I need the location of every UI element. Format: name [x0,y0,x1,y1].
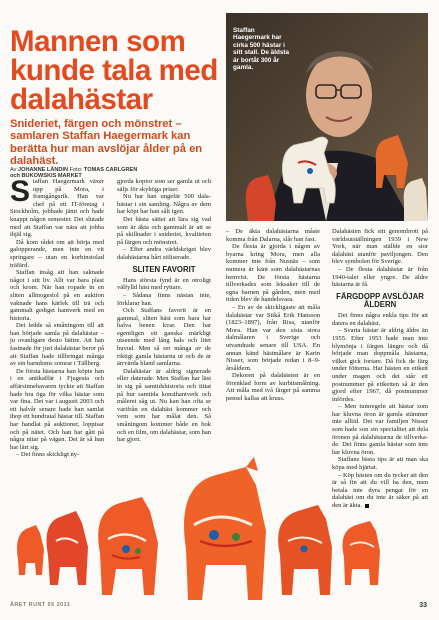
paragraph: – Svarta hästar är aldrig äldre än 1955. Efter 1953 hade man inte blymönja i färgen längre och då började man doppmåla hästarna, vilket gick fortare. Då fick de färg under fötterna. Har hästen en etikett under magen och det står ett postnummer på etiketten så är den gjord efter 1967, då postnummer infördes. [332,327,428,403]
paragraph: gjorda kopior som ser gamla ut och säljs för skyhöga priser. [117,178,211,193]
dala-horse [47,511,89,585]
photo-caption: Staffan Haegermark har cirka 500 hästar i sitt stall. De äldsta är bortåt 300 år gamla. [233,27,290,72]
paragraph: – Sådana finns nästan inte, förklarar han. [117,291,211,307]
dala-horse [184,457,266,600]
paragraph: De flesta är gjorda i någon av byarna kring Mora, men alla kommer inte från Nusnäs – som numera är känt som dalahästarnas hemvist. De första hästarna tillverkades som leksaker till de egna barnen på gården, men med tiden blev de handelsvara. [226,243,320,304]
subheading: FÄRGDOPP AVSLÖJAR ÅLDERN [336,291,424,309]
issue-footer: ÅRET RUNT 05 2011 [10,602,71,608]
page-number: 33 [419,602,427,609]
paragraph: Staffans bästa tips är att man ska köpa med hjärtat. [332,456,428,472]
paragraph: – Efter andra världskriget blev dalahästarna hårt stiliserade. [117,246,211,261]
paragraph: – Det finns skickligt ny- [16,451,80,459]
paragraph: Hans största fynd är en otroligt välfylld häst med ryttare. [117,276,211,292]
dala-horse [98,497,158,595]
paragraph-text: – Köp hästen om du tycker att den är så fin att du vill ha den, men betala inte dyra pengar för en dalahäst om du inte är säker på att den är äkta. [332,471,428,509]
paragraph: Det ledde så småningom till att han började samla på dalahästar – ju ovanligare desto bättre. Att han fastnade för just dalahästar beror på att Staffan hade tillbringat många av sin barndoms somrar i Tällberg. [10,322,104,368]
paragraph: Dekoren på dalahästen är en förenklad form av kurbitsmålning. Att måla med två färger på samma pensel kallas att kruss. [226,372,320,403]
byline-prefix: Av [10,167,17,173]
text-column-3 [226,228,320,403]
paragraph: – Men tumregeln att hästar som har kluvna öron är gamla stämmer inte alltid. Det var familjen Nisser som hade son sin specialitet att dela öronen på dalahästarna de tillverkade. Det finns gamla hästar som inte har kluvna öron. [332,403,428,456]
paragraph: Nu har han ungefär 500 dalahästar i sin samling. Några av dem har köpt har han sålt igen. [117,193,211,216]
dala-horse [343,521,381,585]
paragraph: Dalahästen fick sitt genombrott på världsutställningen 1939 i New York, när man ställde en stor dalahäst utanför paviljongen. Den blev symbolen för Sverige. [332,228,428,266]
dala-horse [17,525,44,575]
paragraph: De första hästarna han köpte han i en antikaffär i Fjugesta och affärsinnehavaren tyckte att Staffan hade bra öga för vilka hästar som var fina. Det var i augusti 2003 och ett halvår senare hade han samlat ihop ett hundratal hästar till. Staffan har handlat på auktioner, loppisar och på nätet. Och han har gått på några nitar på vägen. Det är så han har lärt sig. [10,367,104,451]
photographer-name: TOMAS CARLGREN [83,167,138,173]
paragraph: Staffan insåg att han saknade något i sitt liv. Allt var bara plast och krom. När han ropade in en sliten allmogestol på en auktion vaknade hans kärlek till trä och gammalt gediget hantverk med en historia. [10,269,104,322]
dala-horse [278,505,332,595]
paragraph: – De flesta dalahästar är från 1940-talet eller yngre. De äldre hästarna är få. [332,265,428,289]
subheading: SLITEN FAVORIT [132,264,196,274]
paragraph: Det finns några enkla tips för att datera en dalahäst. [332,312,428,327]
author-name: JOHANNE LÄNDIN [18,167,69,173]
paragraph: Då kom rådet om att börja med galopperande, men inte en vit springare – utan en korbinstolad träfärd. [10,238,104,269]
photo-prefix: Foto: [69,167,83,173]
paragraph: – En av de skickligaste att måla dalahästar var Stikå Erik Hansson (1823–1897), från Risa, utanför Mora. Han var den sista stora dalmålaren i Sverige och utvandrade senare till USA. En annan känd hästmålare är Karin Nisser, som började redan i 8–9-årsåldern. [226,303,320,372]
drop-cap: S [10,175,31,208]
paragraph-text: taffan Haegermark växer upp på Mora, i framgångsrik. Han var chef på ett IT-företag i Stockholm, jobbade jämt och hade knappt någon semester. Det slutade med att Staffan var nära att jobba ihjäl sig. [10,178,104,239]
paragraph: – De äkta dalahästarna måste komma från Dalarna, slår han fast. [226,228,320,243]
article-standfirst: Snideriet, färgen och mönstret – samlaren Staffan Haegermark kan berätta hur man avslöjar ålder på en dalahäst. [10,118,203,168]
paragraph: Det bästa sättet att lära sig vad som är äkta och gammalt är att se på skillnader i snideriet, kvaliteten på färgen och mönstret. [117,215,211,246]
text-column-2 [117,178,211,444]
dala-horses-illustration [0,445,439,600]
paragraph: Dalahästar är aldrig signerade eller daterade. Men Staffan har läst in sig på samtidshistoria och tittat på hur samtida konsthantverk och målerei såg ut. Nu kan han ofta se varifrån en dalahäst kommer och vem som har målat den. Så småningom kommer både en bok och en film, om dalahästar, som han har gjort. [117,367,211,444]
article-headline: Mannen som kunde tala med dalahästar [10,25,218,116]
paragraph: Och Staffans favorit är en gammal, sliten häst som bara har halva benen kvar. Den har egentligen ett ganska märkligt utseende med lång hals och litet huvud. Men så ser många av de riktigt gamla hästarna ut och de är ärrvärda bland samlarna. [117,307,211,368]
photo-credit-secondary: och BUKOWSKIS MARKET [10,173,82,180]
